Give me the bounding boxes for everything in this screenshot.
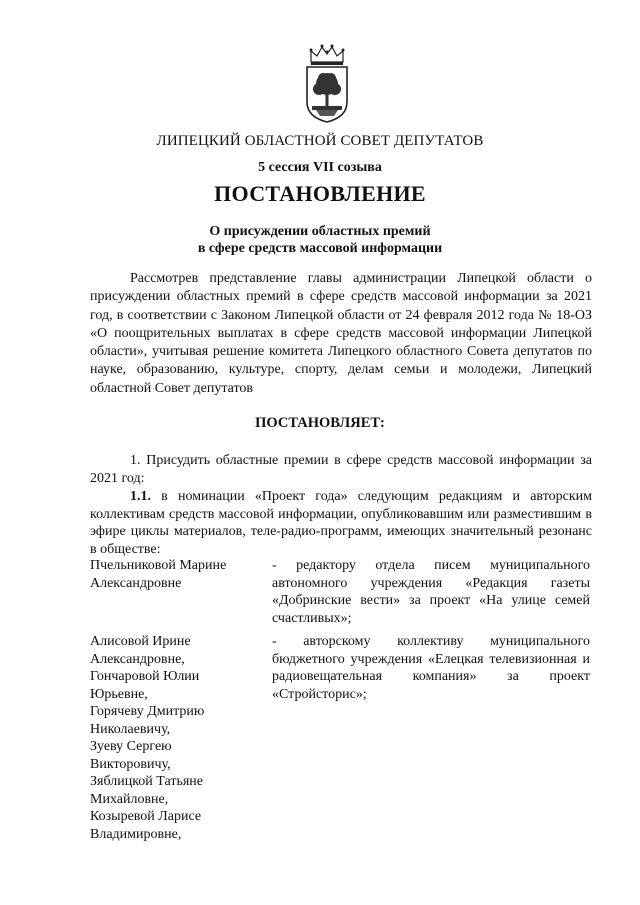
subject-line-2: в сфере средств массовой информации: [197, 241, 443, 256]
award-2-names: [90, 633, 265, 843]
item-1-paragraph: 1. Присудить областные премии в сфере средств массовой информации за 2021 год:: [90, 453, 592, 486]
award-name-line: Александровне,: [90, 651, 185, 667]
award-name-line: Владимировне,: [90, 826, 182, 842]
council-name: ЛИПЕЦКИЙ ОБЛАСТНОЙ СОВЕТ ДЕПУТАТОВ: [156, 133, 484, 149]
award-name-line: Николаевичу,: [90, 721, 171, 737]
award-name-line: Александровне: [90, 575, 182, 591]
award-2-description: - авторскому коллективу муниципального бюджетного учреждения «Елецкая телевизионная и радиовещательная компания» за проект «Стройсторис»;: [272, 634, 590, 702]
item-1-1-paragraph: [90, 488, 592, 558]
subject-line-1: О присуждении областных премий: [209, 224, 431, 239]
decree-heading: ПОСТАНОВЛЯЕТ:: [255, 415, 385, 431]
session-label: 5 сессия VII созыва: [258, 160, 382, 175]
award-name-line: Гончаровой Юлии: [90, 669, 200, 684]
document-type-title: ПОСТАНОВЛЕНИЕ: [214, 181, 426, 206]
award-name-line: Юрьевне,: [90, 686, 148, 702]
document-subject: [0, 223, 640, 257]
intro-paragraph: Рассмотрев представление главы администрации Липецкой области о присуждении областных премий в сфере средств массовой информации за 2021 год, в соответствии с Законом Липецкой области от 24 февраля 2012 года № 18-ОЗ «О поощрительных выплатах в сфере средств массовой информации Липецкой области», учитывая решение комитета Липецкого областного Совета депутатов по науке, образованию, культуре, спорту, делам семьи и молодежи, Липецкий областной Совет депутатов: [90, 271, 592, 396]
award-name-line: Зяблицкой Татьяне: [90, 774, 203, 789]
award-1-names: [90, 557, 265, 592]
award-name-line: Михайловне,: [90, 791, 169, 807]
award-1-description: - редактору отдела писем муниципального автономного учреждения «Редакция газеты «Добринские вести» за проект «На улице семей счастливых»;: [272, 558, 590, 626]
coat-of-arms-icon: [302, 42, 352, 124]
award-name-line: Викторовичу,: [90, 756, 171, 772]
award-name-line: Зуеву Сергею: [90, 739, 172, 754]
award-name-line: Горячеву Дмитрию: [90, 704, 205, 719]
item-1-1-number: 1.1.: [130, 489, 151, 504]
award-name-line: Алисовой Ирине: [90, 634, 191, 649]
item-1-1-text: в номинации «Проект года» следующим редакциям и авторским коллективам средств массовой информации, опубликовавшим или разместившим в эфире циклы материалов, теле-радио-программ, имеющих значительный резонанс в обществе:: [90, 489, 592, 557]
award-name-line: Пчельниковой Марине: [90, 558, 227, 573]
award-name-line: Козыревой Ларисе: [90, 809, 202, 824]
